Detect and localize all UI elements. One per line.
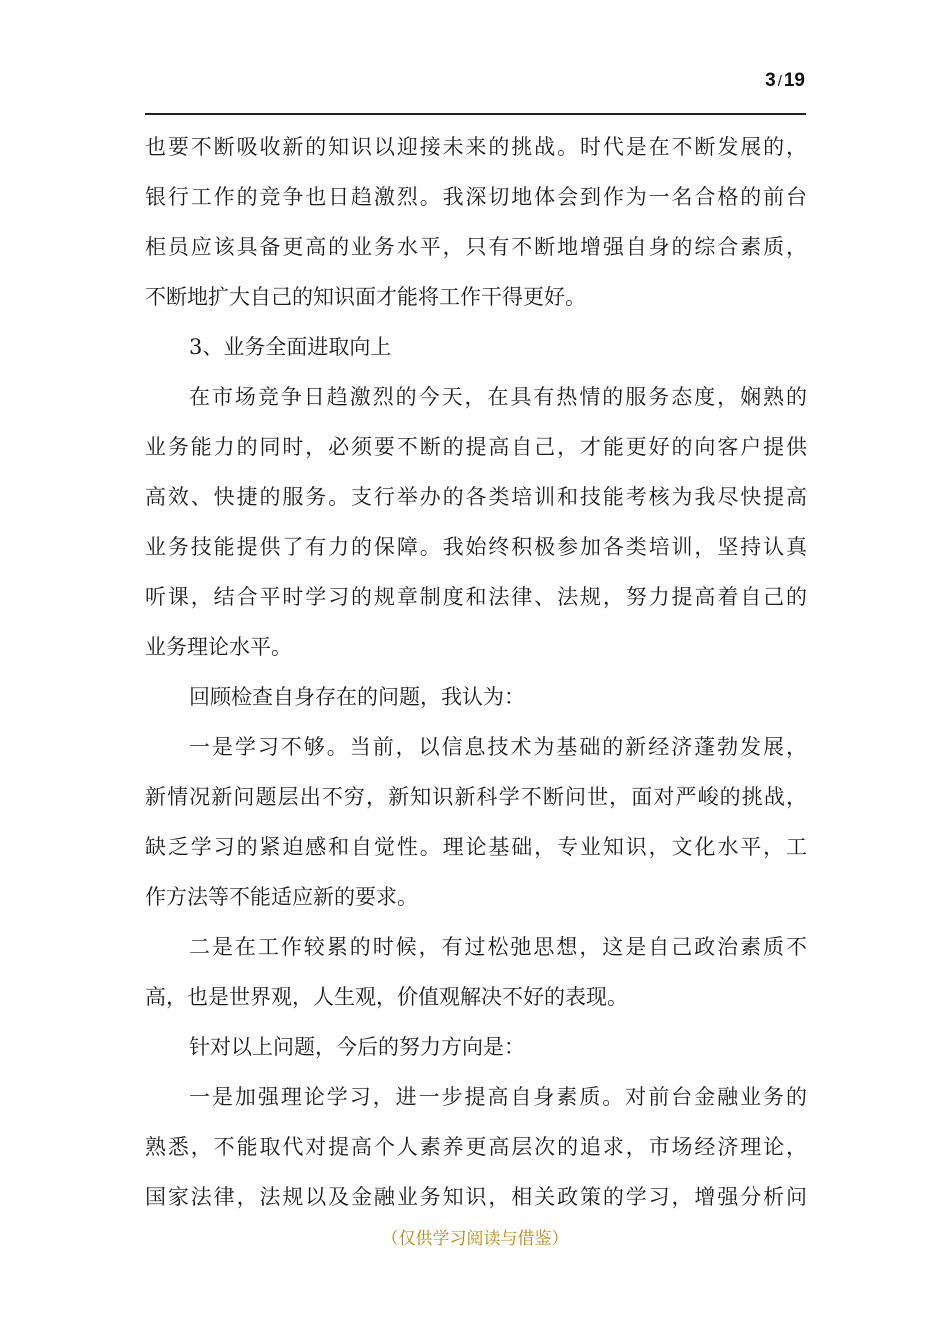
section-heading: 3、业务全面进取向上 [189, 335, 392, 359]
paragraph-line: 业务技能提供了有力的保障。我始终积极参加各类培训，坚持认真 [145, 535, 807, 559]
paragraph-line: 一是加强理论学习，进一步提高自身素质。对前台金融业务的 [189, 1085, 807, 1109]
document-body [145, 129, 807, 1229]
paragraph-line: 作方法等不能适应新的要求。 [145, 885, 418, 909]
page-total: 19 [783, 70, 805, 91]
paragraph-line: 回顾检查自身存在的问题，我认为： [189, 685, 525, 709]
paragraph-line: 业务理论水平。 [145, 635, 292, 659]
paragraph-line: 缺乏学习的紧迫感和自觉性。理论基础，专业知识，文化水平，工 [145, 835, 807, 859]
paragraph-line: 不断地扩大自己的知识面才能将工作干得更好。 [145, 285, 586, 309]
page-separator: / [777, 73, 782, 90]
page-number [765, 70, 805, 92]
footer-note: （仅供学习阅读与借鉴） [381, 1229, 569, 1249]
paragraph-line: 高效、快捷的服务。支行举办的各类培训和技能考核为我尽快提高 [145, 485, 807, 509]
paragraph-line: 听课，结合平时学习的规章制度和法律、法规，努力提高着自己的 [145, 585, 807, 609]
paragraph-line: 高，也是世界观，人生观，价值观解决不好的表现。 [145, 985, 628, 1009]
paragraph-line: 熟悉，不能取代对提高个人素养更高层次的追求，市场经济理论， [145, 1135, 807, 1159]
paragraph-line: 业务能力的同时，必须要不断的提高自己，才能更好的向客户提供 [145, 435, 807, 459]
paragraph-line: 柜员应该具备更高的业务水平，只有不断地增强自身的综合素质， [145, 235, 807, 259]
paragraph-line: 也要不断吸收新的知识以迎接未来的挑战。时代是在不断发展的， [145, 135, 807, 159]
paragraph-line: 国家法律，法规以及金融业务知识，相关政策的学习，增强分析问 [145, 1185, 807, 1209]
paragraph-line: 一是学习不够。当前，以信息技术为基础的新经济蓬勃发展， [189, 735, 807, 759]
paragraph-line: 新情况新问题层出不穷，新知识新科学不断问世，面对严峻的挑战， [145, 785, 807, 809]
paragraph-line: 针对以上问题，今后的努力方向是： [189, 1035, 525, 1059]
paragraph-line: 在市场竞争日趋激烈的今天，在具有热情的服务态度，娴熟的 [189, 385, 807, 409]
paragraph-line: 二是在工作较累的时候，有过松弛思想，这是自己政治素质不 [189, 935, 807, 959]
header-rule [145, 113, 806, 115]
paragraph-line: 银行工作的竞争也日趋激烈。我深切地体会到作为一名合格的前台 [145, 185, 807, 209]
page-current: 3 [765, 70, 776, 91]
